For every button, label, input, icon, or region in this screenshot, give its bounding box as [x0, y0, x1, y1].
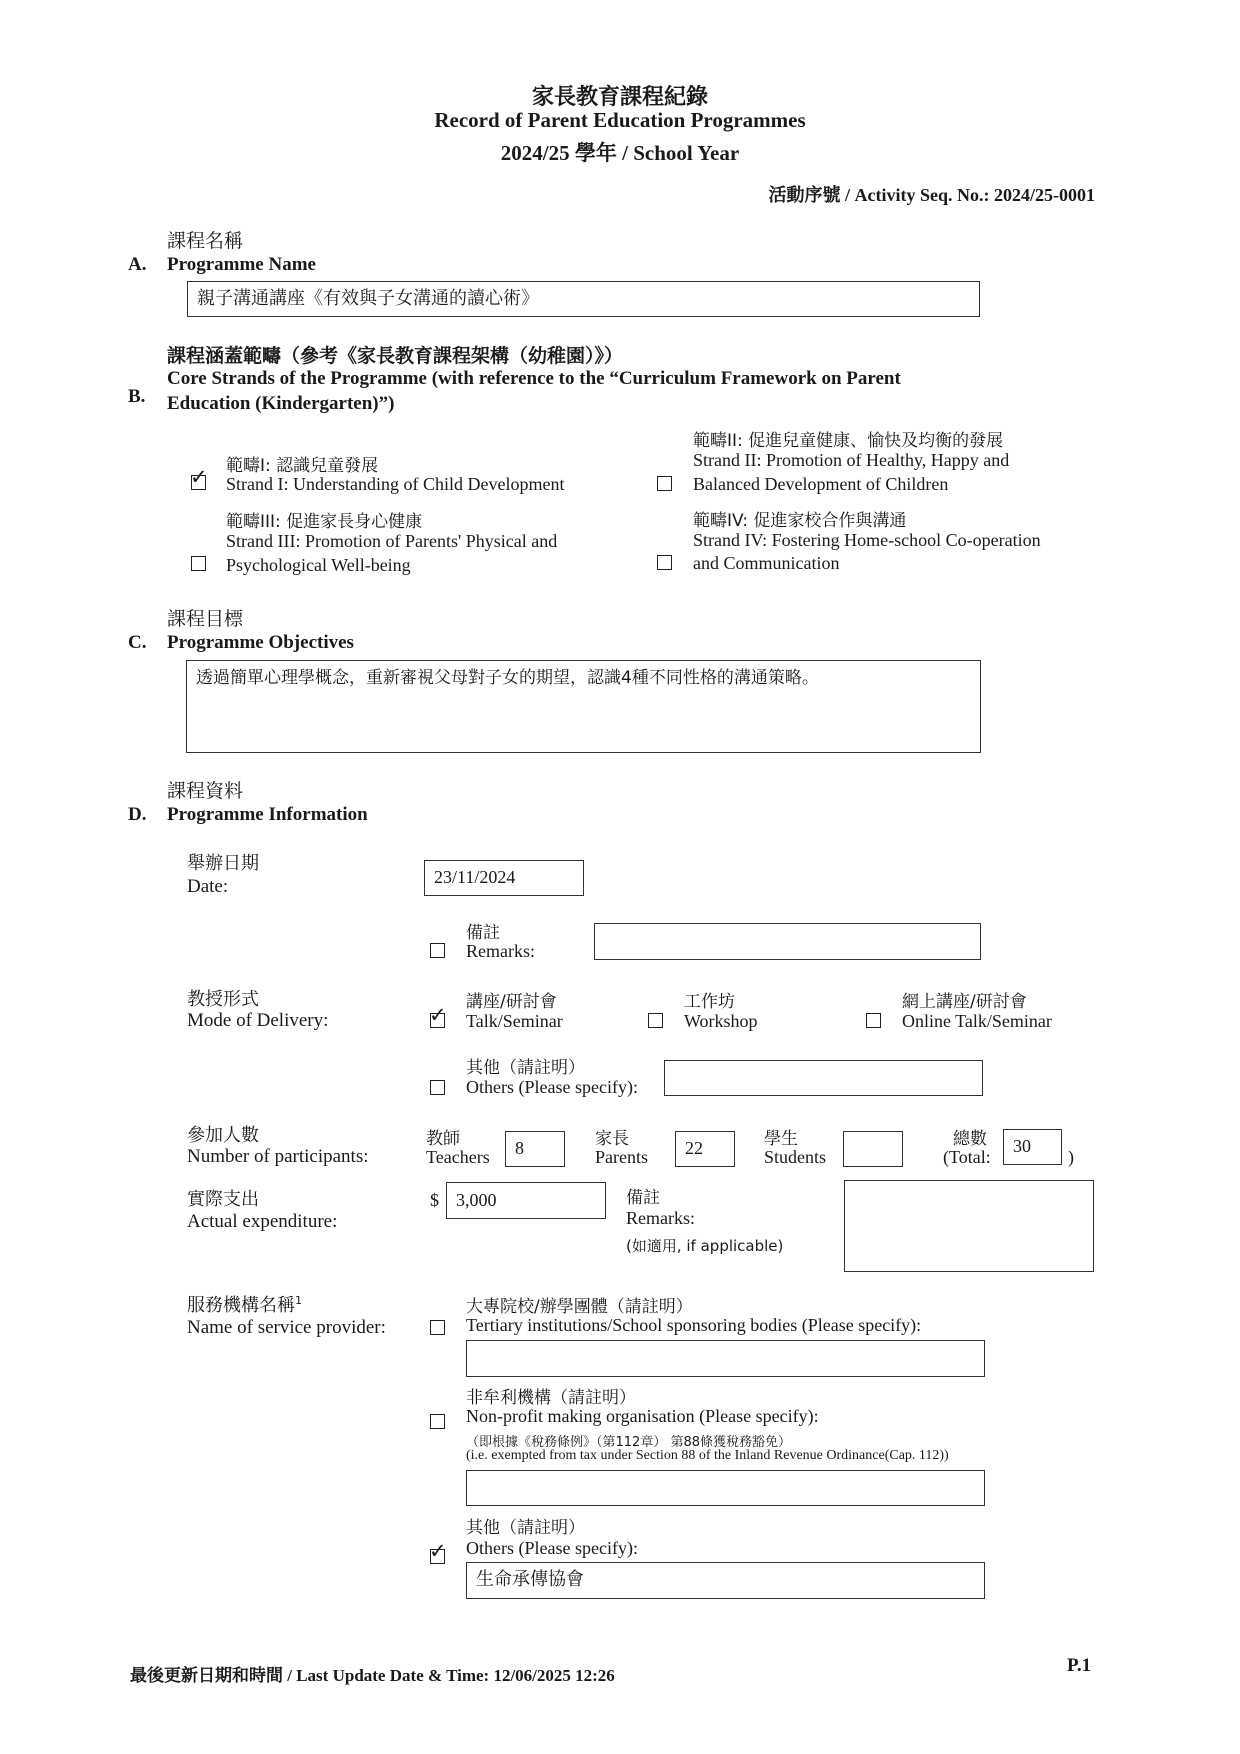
mode-others-label-en: Others (Please specify): — [466, 1077, 638, 1097]
parents-label-zh: 家長 — [595, 1129, 629, 1149]
participants-label-zh: 參加人數 — [187, 1125, 259, 1146]
provider-nonprofit-note-zh: （即根據《稅務條例》（第112章） 第88條獲稅務豁免） — [466, 1435, 791, 1450]
section-b-title-en-line2: Education (Kindergarten)”) — [167, 393, 395, 414]
provider-nonprofit-checkbox[interactable] — [430, 1414, 445, 1429]
section-a-title-en: Programme Name — [167, 254, 316, 275]
participants-label-en: Number of participants: — [187, 1146, 369, 1167]
date-remarks-label-zh: 備註 — [466, 923, 500, 943]
expenditure-remarks-field[interactable] — [844, 1180, 1094, 1272]
strand-3-label-zh: 範疇III: 促進家長身心健康 — [226, 512, 423, 532]
currency-symbol: $ — [430, 1190, 439, 1210]
section-d-letter: D. — [128, 804, 147, 825]
date-remarks-checkbox[interactable] — [430, 943, 445, 958]
provider-tertiary-checkbox[interactable] — [430, 1320, 445, 1335]
doc-title-en: Record of Parent Education Programmes — [434, 108, 806, 132]
provider-footnote-mark: 1 — [295, 1294, 302, 1307]
mode-label-en: Mode of Delivery: — [187, 1010, 329, 1031]
mode-workshop-label-en: Workshop — [684, 1011, 758, 1031]
teachers-label-zh: 教師 — [426, 1129, 460, 1149]
provider-nonprofit-field[interactable] — [466, 1470, 985, 1506]
date-remarks-field[interactable] — [594, 923, 981, 960]
expenditure-field[interactable]: 3,000 — [446, 1182, 606, 1219]
mode-online-label-en: Online Talk/Seminar — [902, 1011, 1052, 1031]
section-c-letter: C. — [128, 632, 147, 653]
strand-4-label-en-line2: and Communication — [693, 553, 840, 573]
mode-workshop-label-zh: 工作坊 — [684, 992, 735, 1012]
expenditure-label-zh: 實際支出 — [187, 1189, 259, 1210]
students-label-zh: 學生 — [764, 1129, 798, 1149]
strand-4-label-zh: 範疇IV: 促進家校合作與溝通 — [693, 511, 907, 531]
section-b-letter: B. — [128, 386, 146, 407]
teachers-label-en: Teachers — [426, 1147, 490, 1167]
strand-2-checkbox[interactable] — [657, 476, 672, 491]
section-b-title-zh: 課程涵蓋範疇（參考《家長教育課程架構（幼稚園）》） — [167, 345, 624, 367]
mode-workshop-checkbox[interactable] — [648, 1013, 663, 1028]
section-d-title-en: Programme Information — [167, 804, 368, 825]
mode-others-field[interactable] — [664, 1060, 983, 1096]
provider-nonprofit-label-en: Non-profit making organisation (Please specify): — [466, 1406, 819, 1426]
provider-label-zh: 服務機構名稱$^1$ — [187, 1294, 302, 1316]
expenditure-label-en: Actual expenditure: — [187, 1211, 338, 1232]
provider-nonprofit-note-en: (i.e. exempted from tax under Section 88 of the Inland Revenue Ordinance(Cap. 112)) — [466, 1448, 949, 1463]
strand-1-checkbox[interactable]: ✓ — [190, 465, 208, 489]
date-label-en: Date: — [187, 876, 229, 897]
parents-label-en: Parents — [595, 1147, 648, 1167]
date-remarks-label-en: Remarks: — [466, 941, 535, 961]
section-b-title-en-line1: Core Strands of the Programme (with reference to the “Curriculum Framework on Parent — [167, 368, 901, 389]
strand-4-checkbox[interactable] — [657, 555, 672, 570]
programme-objectives-field[interactable]: 透過簡單心理學概念，重新審視父母對子女的期望，認識4種不同性格的溝通策略。 — [186, 660, 981, 753]
strand-2-label-en-line1: Strand II: Promotion of Healthy, Happy and — [693, 450, 1010, 470]
provider-others-label-zh: 其他（請註明） — [466, 1518, 585, 1538]
students-count-field[interactable] — [843, 1131, 903, 1167]
section-a-title-zh: 課程名稱 — [167, 230, 244, 252]
provider-tertiary-label-en: Tertiary institutions/School sponsoring bodies (Please specify): — [466, 1315, 922, 1335]
expenditure-remarks-note: (如適用, if applicable) — [626, 1237, 784, 1255]
section-c-title-zh: 課程目標 — [167, 608, 244, 630]
provider-others-checkbox[interactable]: ✓ — [429, 1539, 447, 1563]
page-number: P.1 — [1067, 1655, 1092, 1676]
strand-2-label-zh: 範疇II: 促進兒童健康、愉快及均衡的發展 — [693, 431, 1004, 451]
provider-others-label-en: Others (Please specify): — [466, 1538, 638, 1558]
strand-1-label-en: Strand I: Understanding of Child Development — [226, 474, 565, 494]
mode-online-checkbox[interactable] — [866, 1013, 881, 1028]
provider-nonprofit-label-zh: 非牟利機構（請註明） — [466, 1388, 636, 1408]
total-label-zh: 總數 — [953, 1129, 987, 1149]
expenditure-remarks-label-en: Remarks: — [626, 1208, 695, 1228]
mode-label-zh: 教授形式 — [187, 989, 259, 1010]
last-update: 最後更新日期和時間 / Last Update Date & Time: 12/06/2025 12:26 — [130, 1666, 615, 1685]
mode-online-label-zh: 網上講座/研討會 — [902, 992, 1027, 1012]
school-year: 2024/25 學年 / School Year — [500, 141, 740, 165]
strand-2-label-en-line2: Balanced Development of Children — [693, 474, 949, 494]
total-label-en: (Total: — [943, 1147, 991, 1167]
students-label-en: Students — [764, 1147, 827, 1167]
strand-4-label-en-line1: Strand IV: Fostering Home-school Co-operation — [693, 530, 1041, 550]
mode-others-checkbox[interactable] — [430, 1080, 445, 1095]
mode-talk-label-en: Talk/Seminar — [466, 1011, 563, 1031]
programme-name-field[interactable]: 親子溝通講座《有效與子女溝通的讀心術》 — [187, 281, 980, 317]
date-label-zh: 舉辦日期 — [187, 853, 259, 874]
activity-seq-no: 活動序號 / Activity Seq. No.: 2024/25-0001 — [768, 185, 1095, 205]
mode-others-label-zh: 其他（請註明） — [466, 1058, 585, 1078]
strand-1-label-zh: 範疇I: 認識兒童發展 — [226, 456, 379, 476]
mode-talk-label-zh: 講座/研討會 — [466, 992, 557, 1012]
section-d-title-zh: 課程資料 — [167, 780, 244, 802]
teachers-count-field[interactable]: 8 — [505, 1131, 565, 1167]
date-field[interactable]: 23/11/2024 — [424, 860, 584, 896]
expenditure-remarks-label-zh: 備註 — [626, 1188, 660, 1208]
strand-3-label-en-line1: Strand III: Promotion of Parents' Physical and — [226, 531, 558, 551]
provider-tertiary-label-zh: 大專院校/辦學團體（請註明） — [466, 1297, 693, 1317]
strand-3-label-en-line2: Psychological Well-being — [226, 555, 411, 575]
total-count-field[interactable]: 30 — [1003, 1129, 1062, 1165]
provider-label-en: Name of service provider: — [187, 1317, 386, 1338]
parents-count-field[interactable]: 22 — [675, 1131, 735, 1167]
provider-tertiary-field[interactable] — [466, 1340, 985, 1377]
section-a-letter: A. — [128, 254, 147, 275]
doc-title-zh: 家長教育課程紀錄 — [531, 85, 708, 110]
section-c-title-en: Programme Objectives — [167, 632, 354, 653]
provider-others-field[interactable]: 生命承傳協會 — [466, 1562, 985, 1599]
total-close-paren: ) — [1068, 1147, 1074, 1167]
strand-3-checkbox[interactable] — [191, 556, 206, 571]
mode-talk-checkbox[interactable]: ✓ — [429, 1003, 447, 1027]
